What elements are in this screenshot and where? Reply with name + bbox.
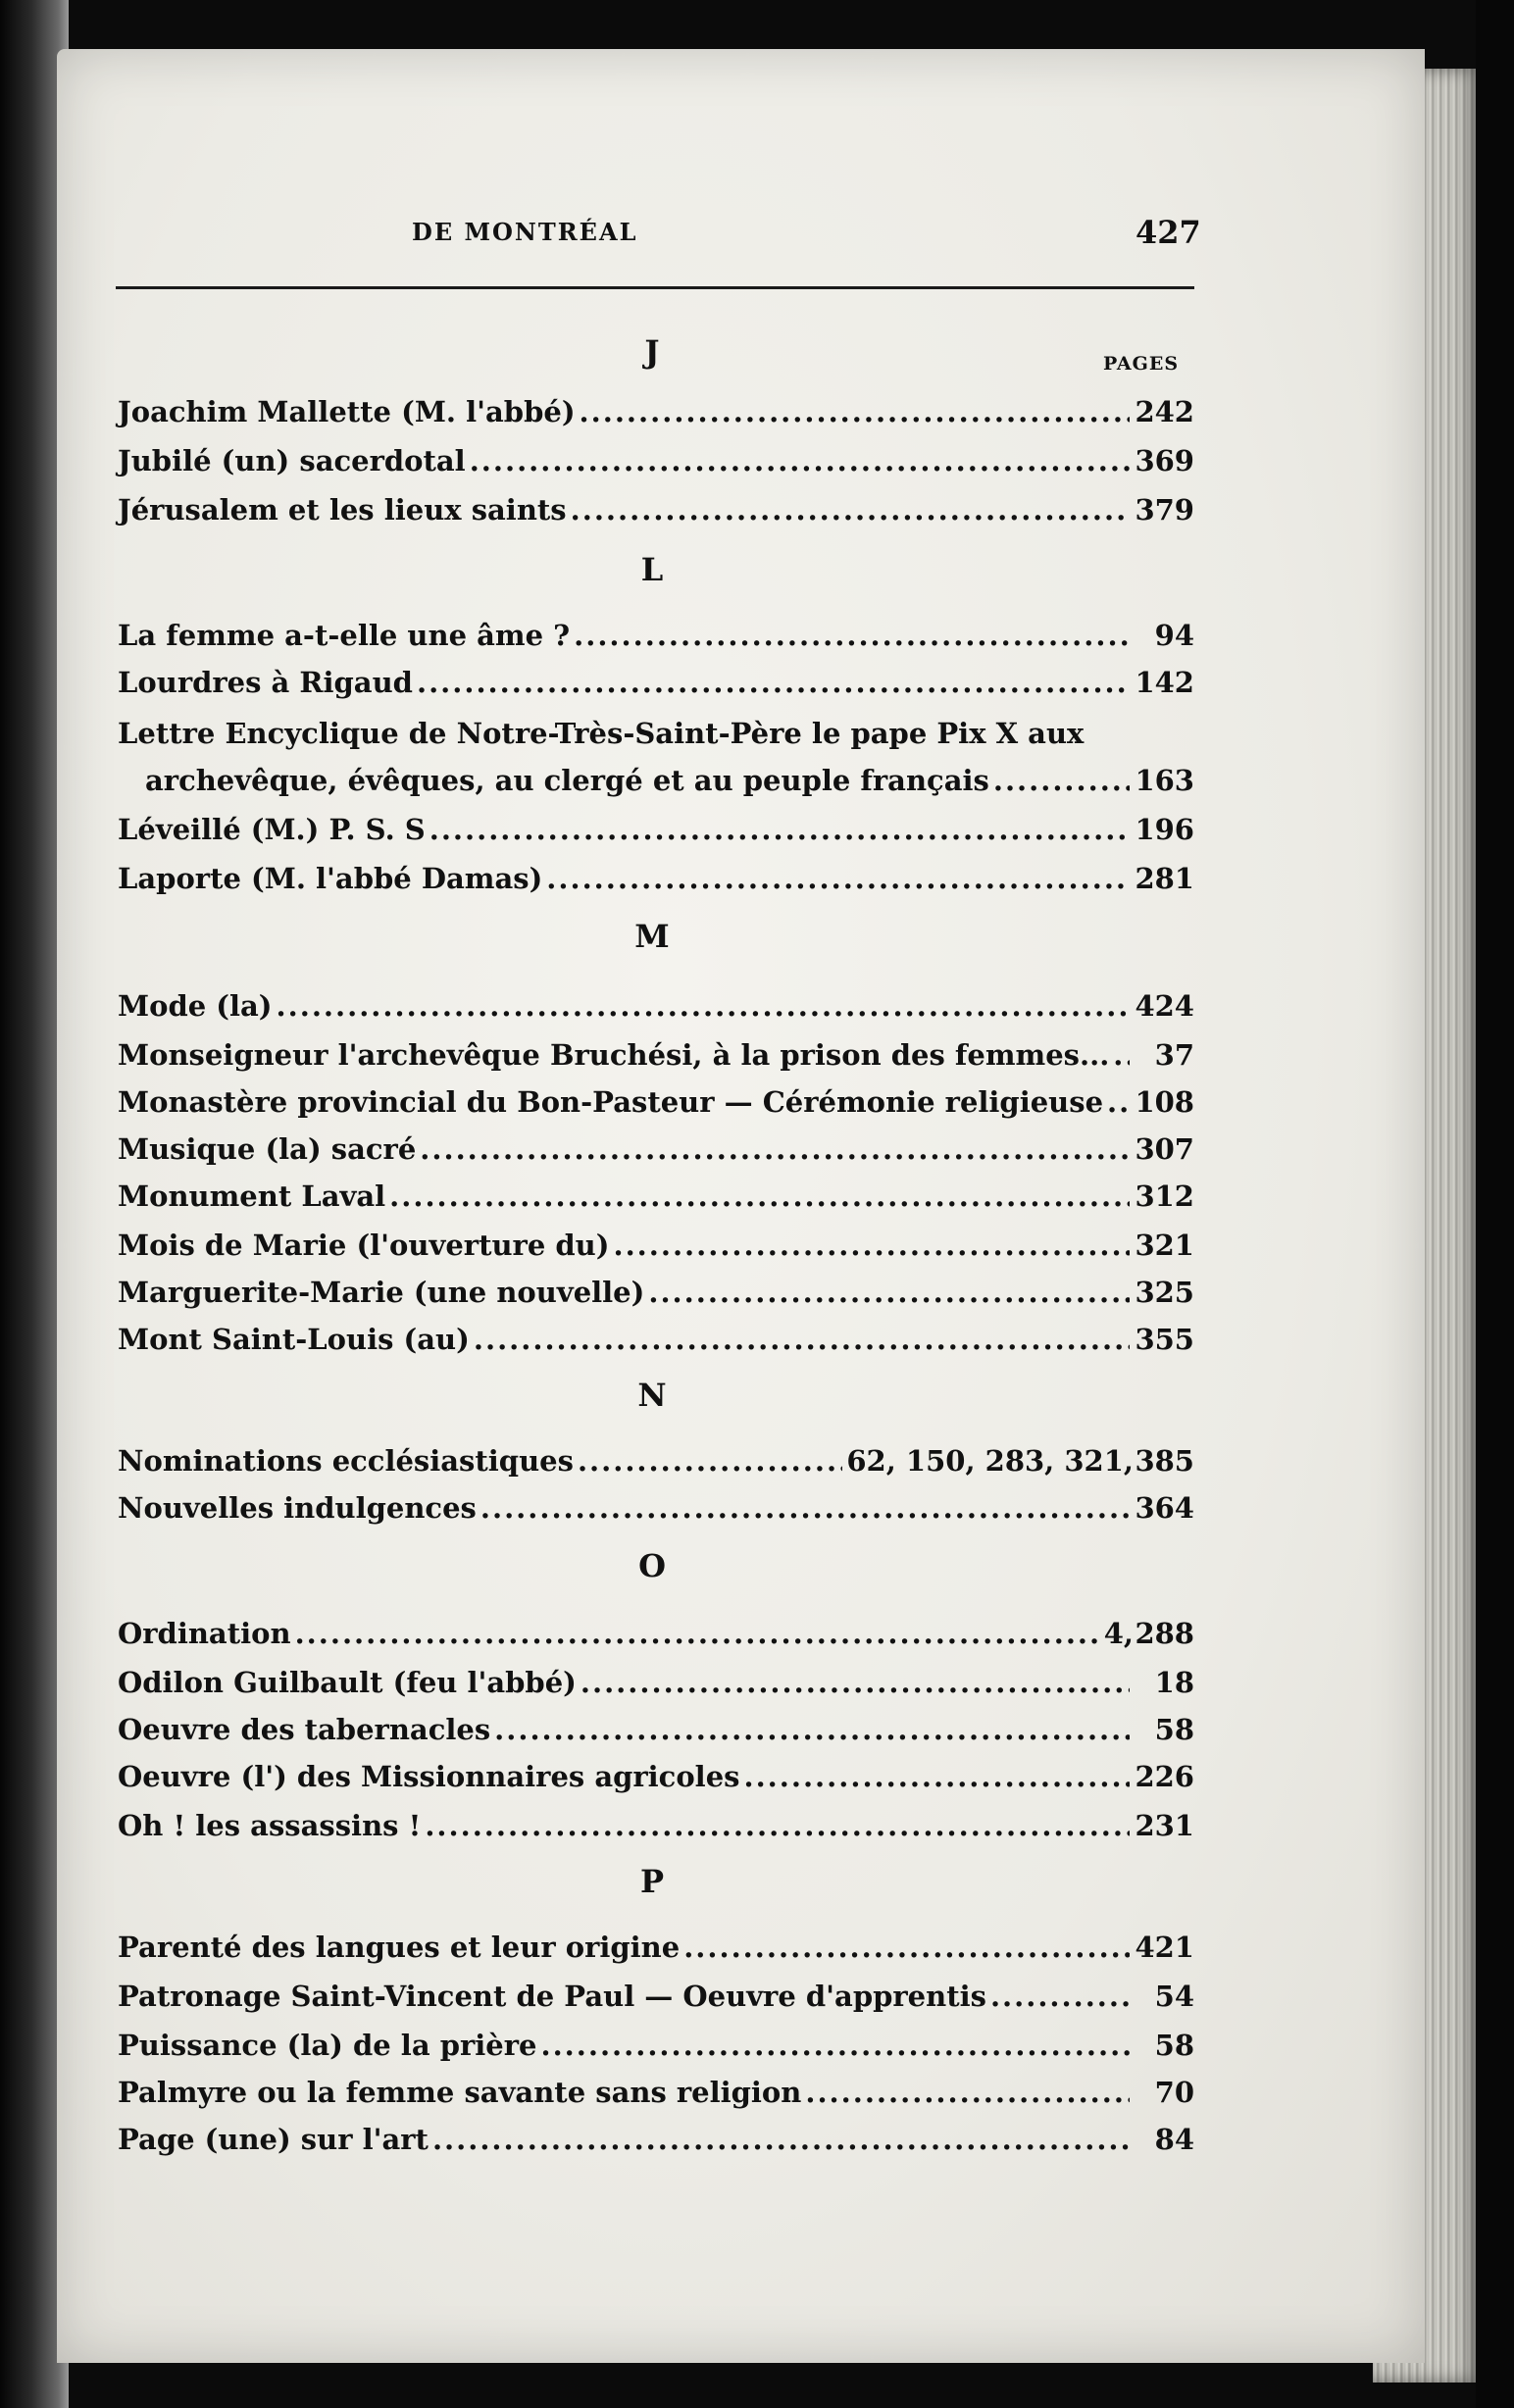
leader-dots [993, 761, 1130, 800]
pages-column-label: PAGES [1103, 353, 1180, 375]
entry-title: Oh ! les assassins ! [118, 1809, 422, 1842]
entry-title: Ordination [118, 1617, 291, 1650]
background-right [1476, 0, 1514, 2408]
leader-dots [578, 1441, 842, 1480]
entry-title: Patronage Saint-Vincent de Paul — Oeuvre d'apprentis [118, 1980, 986, 2013]
entry-pages: 355 [1135, 1323, 1194, 1356]
entry-pages: 58 [1154, 1713, 1194, 1746]
entry-pages: 421 [1135, 1931, 1194, 1964]
section-letter-o: O [638, 1547, 666, 1584]
running-head: DE MONTRÉAL [412, 218, 638, 246]
leader-dots [420, 1129, 1130, 1169]
entry-pages: 37 [1154, 1038, 1194, 1072]
entry-pages-list: 62, 150, 283, 321, [846, 1444, 1134, 1478]
leader-dots [683, 1928, 1130, 1967]
entry-pages: 54 [1154, 1980, 1194, 2013]
section-letter-p: P [639, 1863, 665, 1900]
index-entry [118, 1614, 1194, 1653]
entry-title: Nouvelles indulgences [118, 1491, 477, 1525]
entry-title: Nominations ecclésiastiques [118, 1444, 574, 1478]
index-entry [118, 986, 1194, 1026]
section-letter-n: N [637, 1377, 667, 1414]
entry-title: Puissance (la) de la prière [118, 2029, 537, 2062]
leader-dots [580, 1663, 1130, 1702]
entry-title: Mois de Marie (l'ouverture du) [118, 1229, 610, 1262]
entry-title: La femme a-t-elle une âme ? [118, 619, 571, 652]
leader-dots [1113, 1035, 1130, 1075]
entry-pages: 226 [1135, 1760, 1194, 1793]
entry-pages: 325 [1135, 1276, 1194, 1309]
section-letter-l: L [640, 551, 664, 588]
index-entry [118, 1082, 1194, 1122]
entry-title: Mode (la) [118, 989, 273, 1023]
leader-dots [480, 1488, 1130, 1528]
entry-title: Palmyre ou la femme savante sans religion [118, 2076, 802, 2109]
entry-pages: 231 [1135, 1809, 1194, 1842]
index-entry [118, 1177, 1194, 1216]
page-number: 427 [1136, 214, 1201, 251]
entry-title: Léveillé (M.) P. S. S [118, 813, 426, 846]
leader-dots [494, 1710, 1130, 1749]
entry-pages: 369 [1135, 444, 1194, 477]
entry-pages: 196 [1135, 813, 1194, 846]
section-letter-m: M [634, 918, 670, 955]
leader-dots [546, 859, 1130, 898]
leader-dots [648, 1273, 1130, 1312]
entry-title: Lettre Encyclique de Notre-Très-Saint-Père le pape Pix X aux [118, 717, 1085, 750]
entry-title: Monastère provincial du Bon-Pasteur — Cérémonie religieuse [118, 1085, 1104, 1119]
entry-title: Monument Laval [118, 1179, 386, 1213]
index-entry [118, 616, 1194, 655]
index-entry [118, 714, 1194, 753]
entry-pages: 379 [1135, 493, 1194, 527]
entry-title: Parenté des langues et leur origine [118, 1931, 681, 1964]
leader-dots [1107, 1082, 1130, 1122]
index-entry [118, 2026, 1194, 2065]
entry-pages: 424 [1135, 989, 1194, 1023]
entry-title: Mont Saint-Louis (au) [118, 1323, 470, 1356]
entry-pages: 288 [1135, 1617, 1194, 1650]
leader-dots [429, 810, 1130, 849]
leader-dots [277, 986, 1130, 1026]
index-entry [118, 859, 1194, 898]
leader-dots [990, 1977, 1130, 2016]
index-entry [118, 1035, 1194, 1075]
entry-title: Page (une) sur l'art [118, 2123, 429, 2156]
entry-pages-list: 4, [1103, 1617, 1134, 1650]
leader-dots [470, 441, 1130, 480]
leader-dots [574, 616, 1130, 655]
index-entry [118, 1488, 1194, 1528]
section-letter-j: J [644, 333, 660, 371]
leader-dots [474, 1320, 1130, 1359]
entry-title: Laporte (M. l'abbé Damas) [118, 862, 543, 895]
index-entry [118, 1757, 1194, 1796]
index-entry [118, 1977, 1194, 2016]
leader-dots [805, 2073, 1130, 2112]
index-entry [118, 1441, 1194, 1480]
entry-title: Oeuvre (l') des Missionnaires agricoles [118, 1760, 740, 1793]
entry-title: Odilon Guilbault (feu l'abbé) [118, 1666, 577, 1699]
entry-pages: 242 [1135, 395, 1194, 428]
entry-title: archevêque, évêques, au clergé et au peuple français [145, 764, 989, 797]
leader-dots [425, 1806, 1130, 1845]
entry-pages: 18 [1154, 1666, 1194, 1699]
entry-pages: 142 [1135, 666, 1194, 699]
leader-dots [432, 2120, 1130, 2159]
entry-title: Joachim Mallette (M. l'abbé) [118, 395, 576, 428]
index-entry [118, 1226, 1194, 1265]
entry-pages: 307 [1135, 1132, 1194, 1166]
entry-title: Monseigneur l'archevêque Bruchési, à la prison des femmes... [118, 1038, 1110, 1072]
entry-title: Oeuvre des tabernacles [118, 1713, 491, 1746]
leader-dots [389, 1177, 1130, 1216]
entry-title: Jubilé (un) sacerdotal [118, 444, 466, 477]
entry-pages: 281 [1135, 862, 1194, 895]
index-entry [118, 663, 1194, 702]
leader-dots [571, 490, 1130, 529]
entry-title: Musique (la) sacré [118, 1132, 417, 1166]
index-entry [118, 2073, 1194, 2112]
leader-dots [540, 2026, 1130, 2065]
entry-pages: 385 [1135, 1444, 1194, 1478]
index-entry [118, 392, 1194, 431]
index-entry [118, 2120, 1194, 2159]
index-entry [118, 441, 1194, 480]
index-entry [118, 1129, 1194, 1169]
index-entry [118, 1663, 1194, 1702]
index-entry [118, 1320, 1194, 1359]
entry-pages: 94 [1154, 619, 1194, 652]
entry-title: Lourdres à Rigaud [118, 666, 413, 699]
entry-pages: 364 [1135, 1491, 1194, 1525]
leader-dots [613, 1226, 1130, 1265]
entry-pages: 312 [1135, 1179, 1194, 1213]
entry-pages: 70 [1154, 2076, 1194, 2109]
index-entry-continued [145, 761, 1194, 800]
index-entry [118, 1928, 1194, 1967]
leader-dots [743, 1757, 1130, 1796]
entry-pages: 84 [1154, 2123, 1194, 2156]
index-entry [118, 1273, 1194, 1312]
index-entry [118, 490, 1194, 529]
index-entry [118, 810, 1194, 849]
leader-dots [417, 663, 1130, 702]
entry-pages: 58 [1154, 2029, 1194, 2062]
entry-title: Jérusalem et les lieux saints [118, 493, 567, 527]
entry-pages: 163 [1135, 764, 1194, 797]
entry-pages: 108 [1135, 1085, 1194, 1119]
entry-title: Marguerite-Marie (une nouvelle) [118, 1276, 645, 1309]
leader-dots [295, 1614, 1100, 1653]
header-rule [116, 286, 1194, 289]
entry-pages: 321 [1135, 1229, 1194, 1262]
index-entry [118, 1710, 1194, 1749]
leader-dots [580, 392, 1130, 431]
index-entry [118, 1806, 1194, 1845]
